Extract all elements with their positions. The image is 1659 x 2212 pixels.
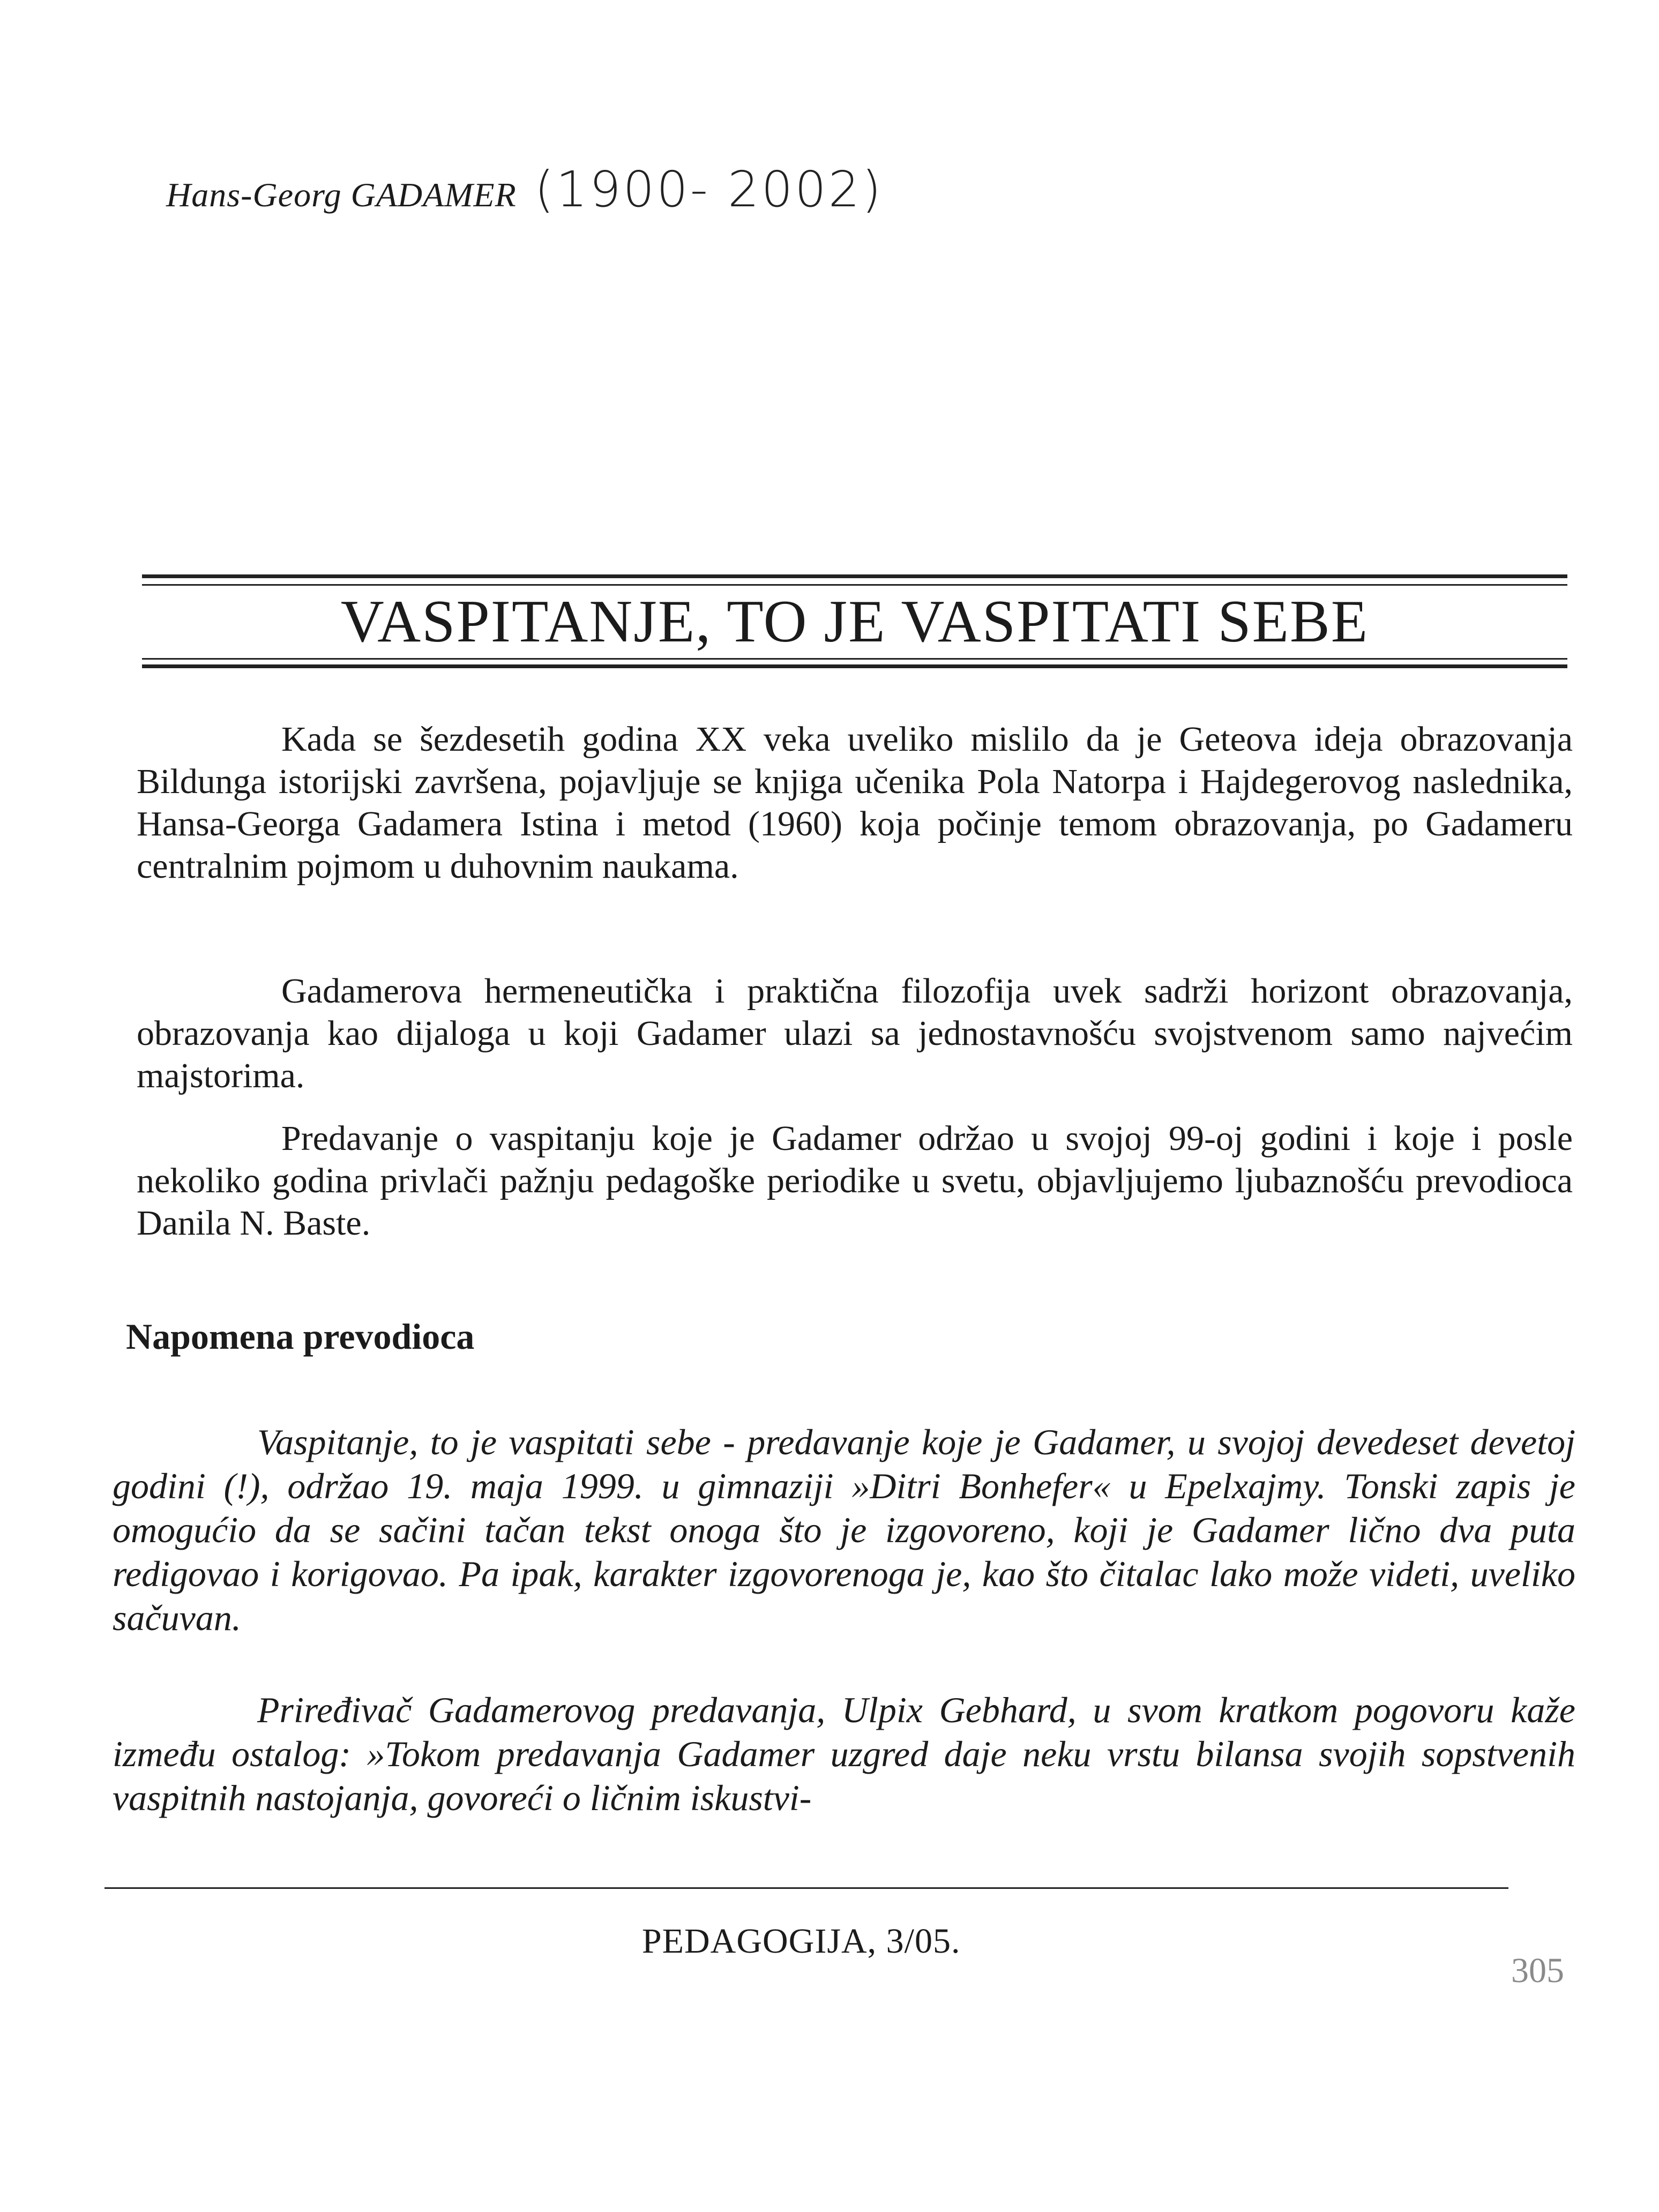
article-title: VASPITANJE, TO JE VASPITATI SEBE xyxy=(340,588,1369,655)
title-rule-top-thick xyxy=(142,574,1567,578)
translator-note-paragraph-2: Priređivač Gadamerovog predavanja, Ulpix Gebhard, u svom kratkom pogovoru kaže između ostalog: »Tokom predavanja Gadamer uzgred daje neku vrstu bilansa svojih sopstvenih vaspitnih nastojanja, govoreći o ličnim iskustvi- xyxy=(113,1690,1575,1818)
title-rule-top-thin xyxy=(142,584,1567,586)
translator-note-heading: Napomena prevodioca xyxy=(126,1316,475,1357)
footer-rule xyxy=(104,1887,1508,1889)
author-name: Hans-Georg GADAMER xyxy=(166,176,517,214)
title-rule-bottom-thin xyxy=(142,658,1567,660)
handwritten-note: (1900- 2002) xyxy=(534,161,884,218)
intro-paragraph-2: Gadamerova hermeneutička i praktična filozofija uvek sadrži horizont obrazovanja, obrazovanja kao dijaloga u koji Gadamer ulazi sa jednostavnošću svojstvenom samo najvećim majstorima. xyxy=(137,972,1573,1095)
page-number: 305 xyxy=(1511,1951,1564,1990)
journal-reference: PEDAGOGIJA, 3/05. xyxy=(642,1922,961,1961)
title-rule-bottom-thick xyxy=(142,664,1567,668)
intro-paragraph-1: Kada se šezdesetih godina XX veka uveliko mislilo da je Geteova ideja obrazovanja Bildunga istorijski završena, pojavljuje se knjiga učenika Pola Natorpa i Hajdegerovog naslednika, Hansa-Georga Gadamera Istina i metod (1960) koja počinje temom obrazovanja, po Gadameru centralnim pojmom u duhovnim naukama. xyxy=(137,720,1573,886)
translator-note-paragraph-1: Vaspitanje, to je vaspitati sebe - predavanje koje je Gadamer, u svojoj devedeset devetoj godini (!), održao 19. maja 1999. u gimnaziji »Ditri Bonhefer« u Epelxajmy. Tonski zapis je omogućio da se sačini tačan tekst onoga što je izgovoreno, koji je Gadamer lično dva puta redigovao i korigovao. Pa ipak, karakter izgovorenoga je, kao što čitalac lako može videti, uveliko sačuvan. xyxy=(113,1422,1575,1638)
intro-paragraph-3: Predavanje o vaspitanju koje je Gadamer održao u svojoj 99-oj godini i koje i posle nekoliko godina privlači pažnju pedagoške periodike u svetu, objavljujemo ljubaznošću prevodioca Danila N. Baste. xyxy=(137,1119,1573,1243)
author-line xyxy=(166,161,883,218)
